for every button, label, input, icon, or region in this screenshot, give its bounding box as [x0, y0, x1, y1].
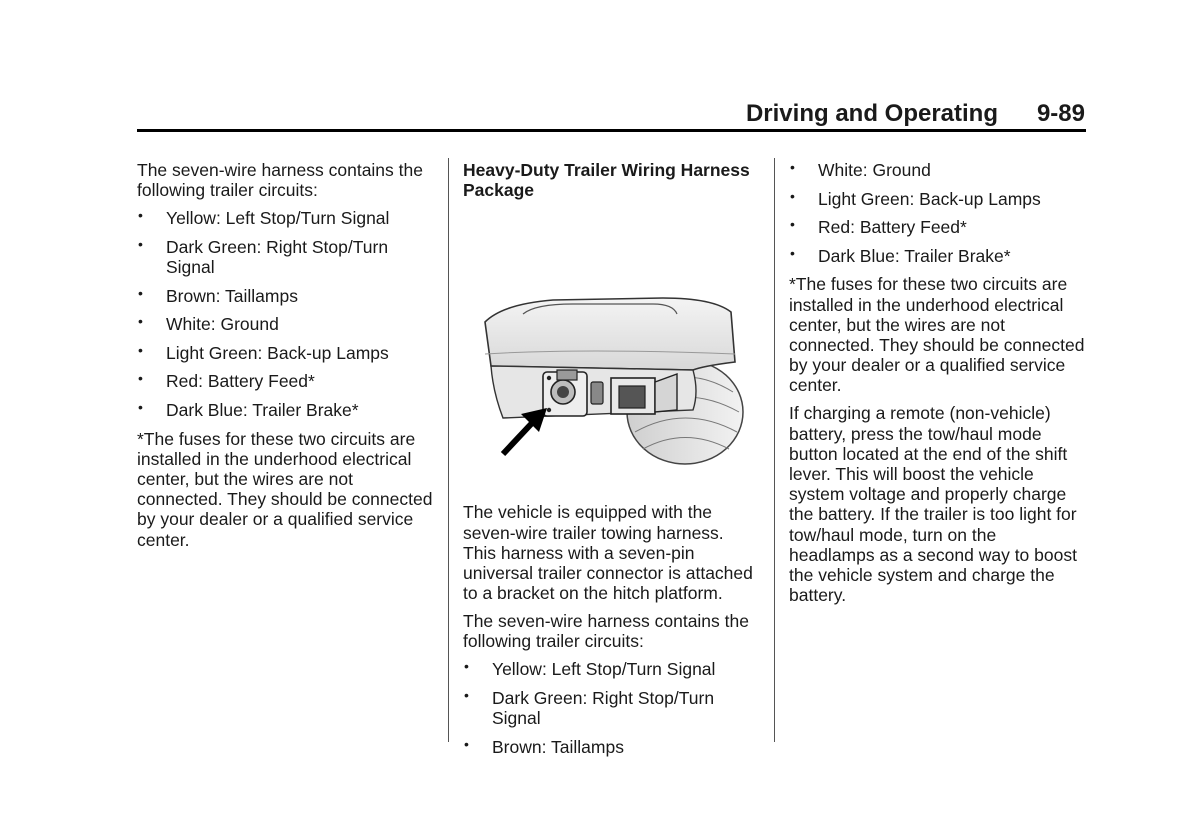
- intro-paragraph: The seven-wire harness contains the following trailer circuits:: [463, 611, 749, 652]
- bullet-icon: •: [138, 313, 143, 330]
- bullet-icon: •: [138, 235, 143, 252]
- list-item: • Red: Battery Feed*: [138, 370, 315, 392]
- harness-description: The vehicle is equipped with the seven-wire trailer towing harness. This harness with a seven-pin universal trailer connector is attached to a bracket on the hitch platform.: [463, 502, 753, 604]
- list-item: • Yellow: Left Stop/Turn Signal: [464, 658, 716, 680]
- bullet-icon: •: [138, 370, 143, 387]
- bullet-icon: •: [464, 735, 469, 752]
- header-rule: [137, 129, 1086, 132]
- circuit-list: [789, 160, 1086, 266]
- list-item: • Red: Battery Feed*: [790, 216, 967, 238]
- list-item: • Light Green: Back-up Lamps: [790, 187, 1041, 209]
- list-item: • Dark Blue: Trailer Brake*: [138, 398, 359, 420]
- bullet-icon: •: [790, 159, 795, 175]
- bullet-icon: •: [790, 244, 795, 261]
- list-item: • White: Ground: [790, 159, 931, 180]
- column-3: [789, 160, 1086, 613]
- bullet-icon: •: [138, 207, 143, 224]
- bullet-icon: •: [138, 284, 143, 301]
- list-item: • Brown: Taillamps: [138, 284, 298, 306]
- list-item: • White: Ground: [138, 313, 279, 335]
- bullet-icon: •: [464, 687, 469, 704]
- page-number: 9-89: [1036, 100, 1085, 127]
- list-item: • Dark Green: Right Stop/Turn Signal: [464, 687, 715, 729]
- page-header: [137, 100, 1086, 128]
- bullet-icon: •: [790, 187, 795, 204]
- bullet-icon: •: [138, 398, 143, 415]
- battery-charging-paragraph: If charging a remote (non-vehicle) battery, press the tow/haul mode button located at the end of the shift lever. This will boost the vehicle system voltage and properly charge the battery. If the trailer is too light for tow/haul mode, turn on the headlamps as a second way to boost the vehicle system and charge the battery.: [789, 403, 1077, 606]
- hitch-connector-illustration: [463, 242, 761, 472]
- circuit-list: [463, 659, 761, 757]
- bullet-icon: •: [790, 216, 795, 233]
- bullet-icon: •: [138, 341, 143, 358]
- list-item: • Dark Blue: Trailer Brake*: [790, 244, 1011, 266]
- list-item: • Light Green: Back-up Lamps: [138, 341, 389, 363]
- list-item: • Dark Green: Right Stop/Turn Signal: [138, 235, 389, 277]
- column-1: [137, 160, 433, 558]
- bullet-icon: •: [464, 658, 469, 675]
- column-divider-left: [448, 158, 449, 742]
- column-divider-right: [774, 158, 775, 742]
- circuit-list: [137, 208, 433, 420]
- column-2: [463, 160, 761, 765]
- fuse-note: *The fuses for these two circuits are installed in the underhood electrical center, but the wires are not connected. They should be connected by your dealer or a qualified service center.: [137, 428, 433, 550]
- intro-paragraph: The seven-wire harness contains the following trailer circuits:: [137, 160, 423, 201]
- section-title: Driving and Operating: [745, 100, 998, 127]
- fuse-note: *The fuses for these two circuits are installed in the underhood electrical center, but the wires are not connected. They should be connected by your dealer or a qualified service center.: [789, 274, 1085, 396]
- section-heading: Heavy-Duty Trailer Wiring Harness Package: [463, 160, 750, 201]
- list-item: • Brown: Taillamps: [464, 735, 624, 757]
- list-item: • Yellow: Left Stop/Turn Signal: [138, 207, 390, 229]
